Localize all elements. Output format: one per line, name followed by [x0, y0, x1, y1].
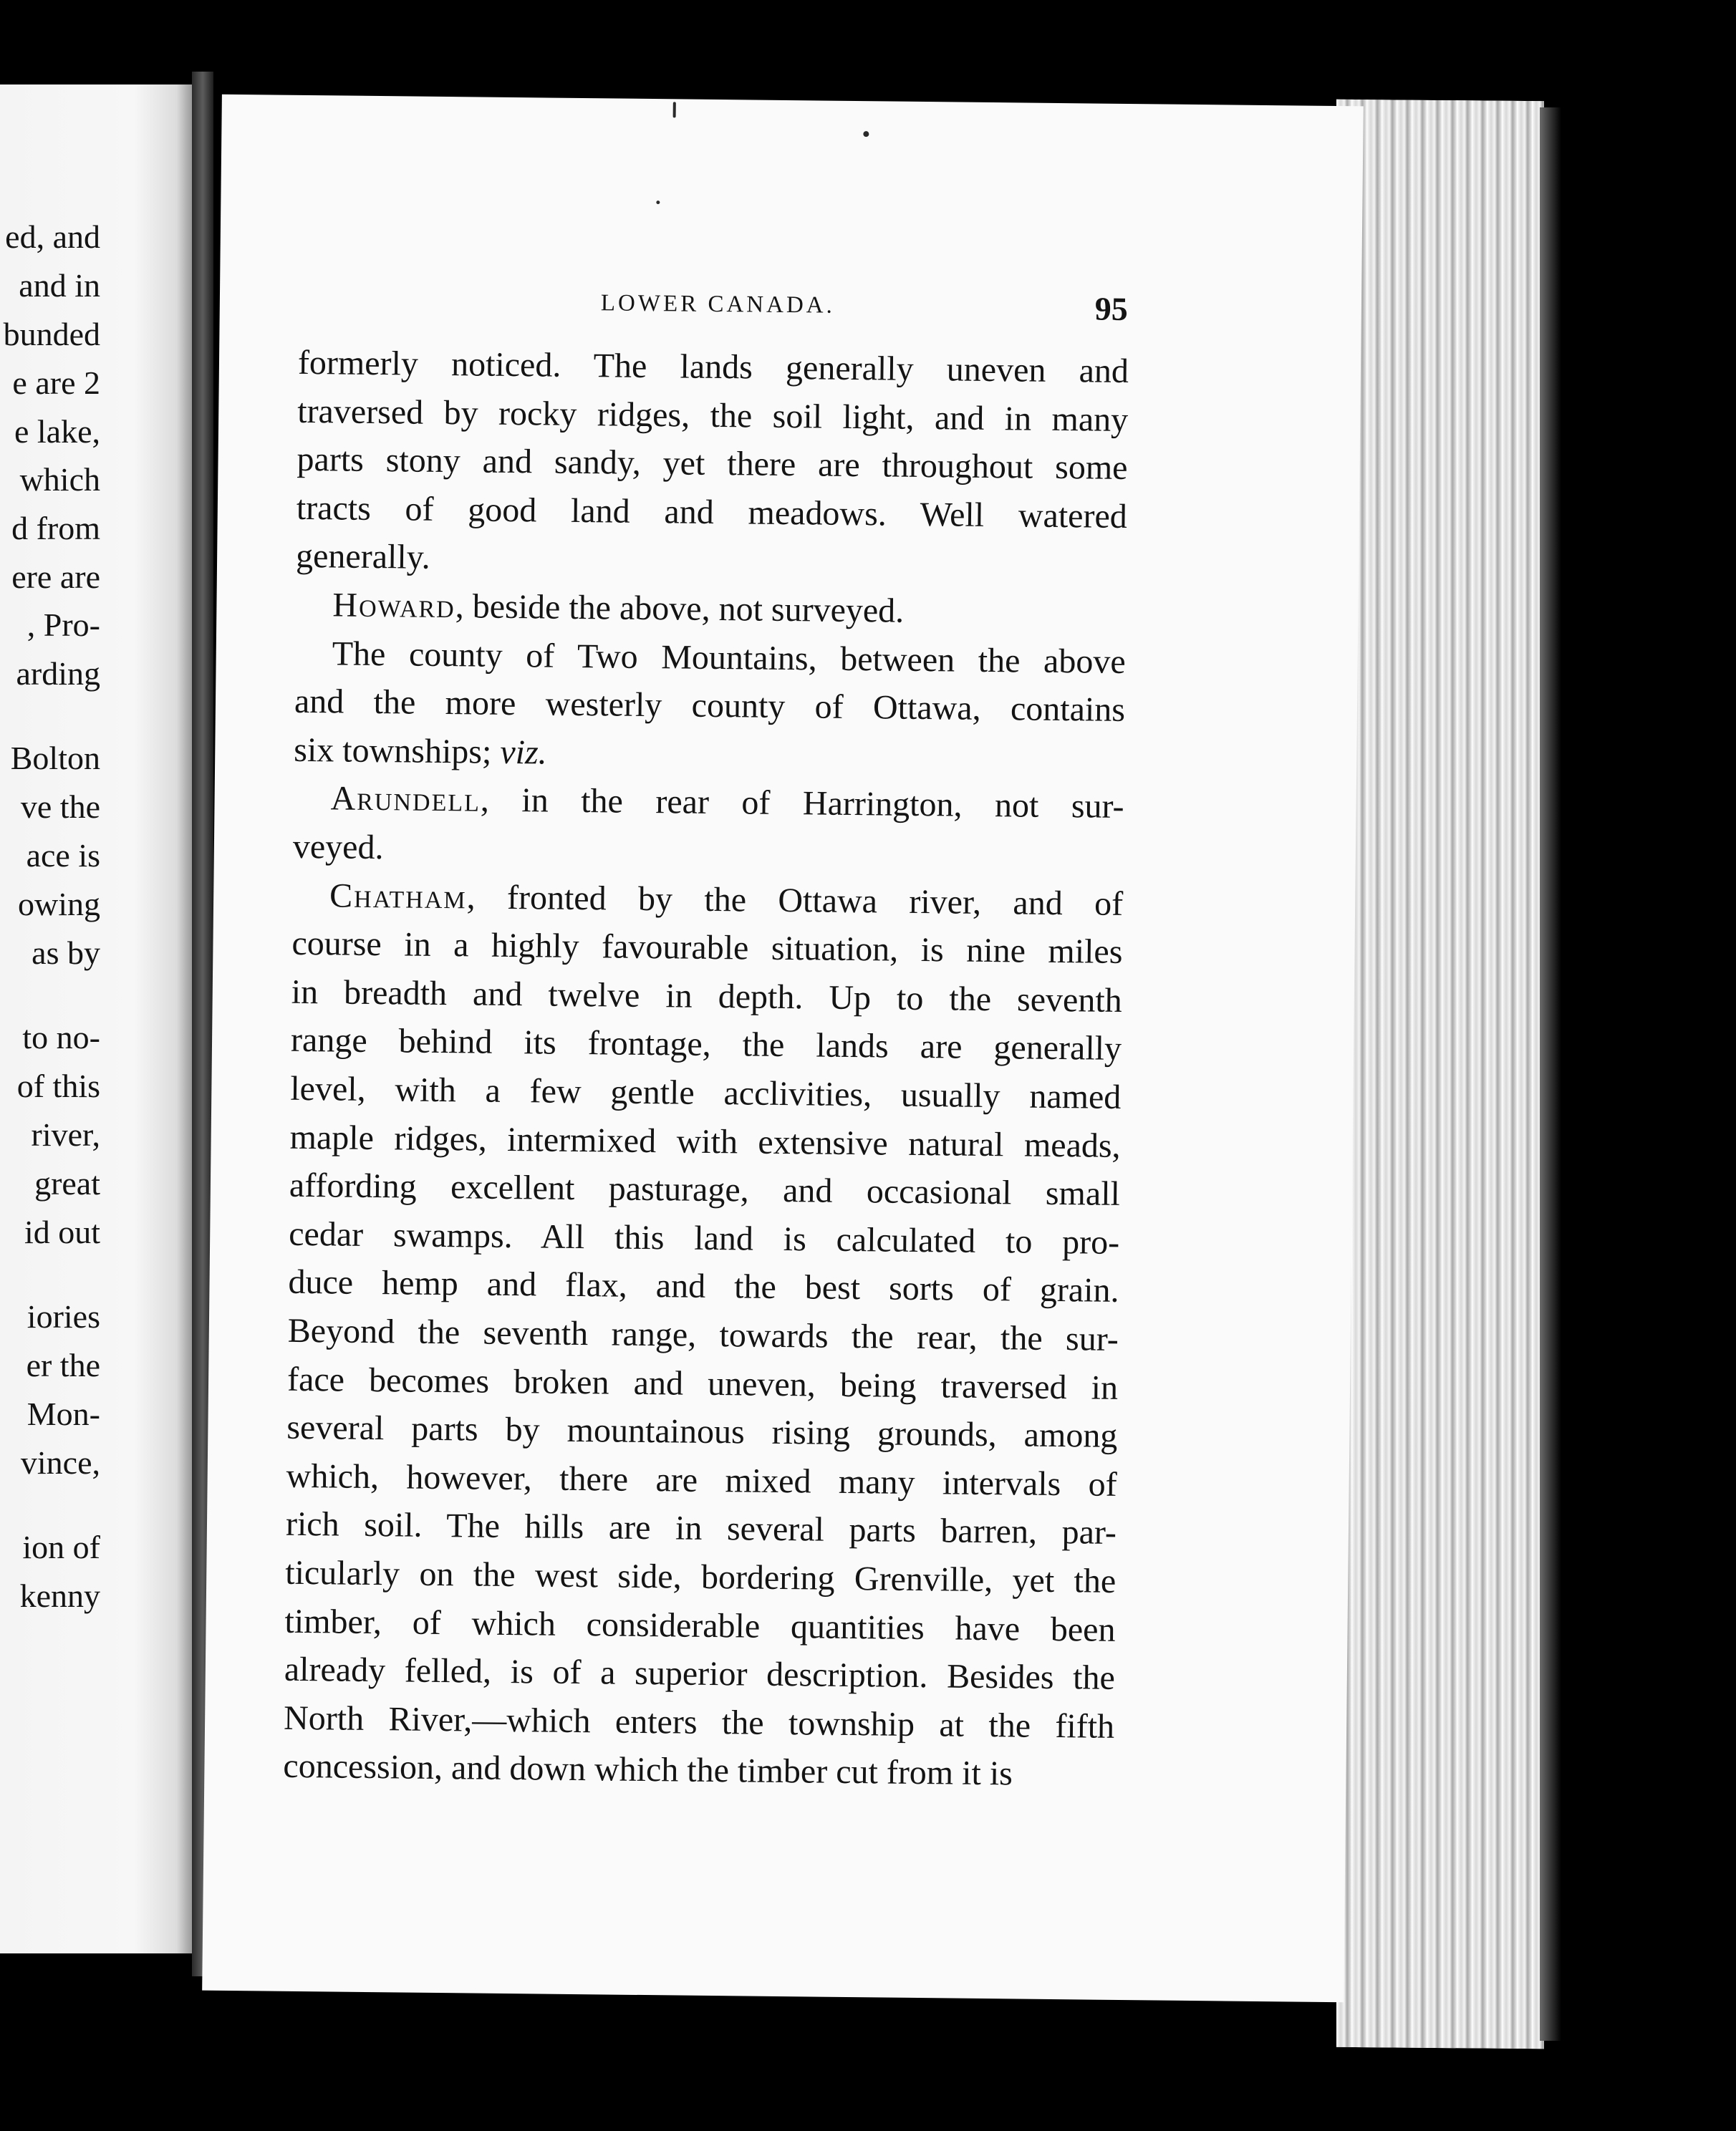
text-line: [296, 440, 1128, 487]
text-line: [294, 634, 1126, 681]
text-segment: course in a highly favourable situation, is nine miles: [291, 924, 1123, 971]
left-page-line: id out: [24, 1214, 100, 1250]
text-line: [284, 1602, 1116, 1649]
text-segment: cedar swamps. All this land is calculated to pro-: [288, 1214, 1120, 1262]
left-page-line: of this: [16, 1068, 100, 1104]
text-line: [289, 1166, 1121, 1213]
township-name: Howard: [332, 586, 456, 626]
text-segment: face becomes broken and uneven, being traversed in: [286, 1360, 1119, 1407]
text-segment: six townships;: [294, 730, 501, 771]
text-line: [293, 781, 1124, 824]
text-line: [297, 392, 1129, 440]
text-line: [285, 1553, 1117, 1600]
text-line: [291, 972, 1123, 1020]
text-line: [285, 1504, 1117, 1552]
left-page-line: ve the: [20, 788, 100, 825]
text-segment: timber, of which considerable quantities have been: [284, 1602, 1116, 1649]
left-page-line: Mon-: [26, 1396, 100, 1432]
left-page-line: to no-: [22, 1019, 100, 1055]
text-segment: in breadth and twelve in depth. Up to the seventh: [291, 972, 1123, 1020]
text-line: [286, 1360, 1119, 1407]
text-line: [295, 536, 1127, 582]
text-segment: traversed by rocky ridges, the soil light, and in many: [297, 392, 1129, 440]
text-line: [289, 1118, 1121, 1165]
text-segment: concession, and down which the timber cut from it is: [283, 1746, 1013, 1793]
page-edges-shadow: [1540, 107, 1561, 2041]
left-page-line: d from: [11, 510, 100, 546]
text-segment: already felled, is of a superior description. Besides the: [284, 1650, 1116, 1697]
township-name: Arundell: [330, 779, 481, 819]
text-line: [292, 876, 1124, 923]
ink-speck: [863, 131, 869, 137]
text-segment: duce hemp and flax, and the best sorts of grain.: [288, 1262, 1119, 1310]
text-segment: several parts by mountainous rising grounds, among: [286, 1408, 1118, 1455]
left-page-line: great: [34, 1165, 100, 1202]
left-page-line: vince,: [20, 1444, 100, 1481]
left-page-line: which: [19, 461, 100, 498]
text-segment: which, however, there are mixed many intervals of: [286, 1456, 1117, 1504]
text-line: [294, 682, 1126, 729]
text-line: [295, 588, 1126, 631]
page-edges: [1336, 100, 1544, 2049]
left-page-line: e are 2: [12, 364, 100, 401]
italic-text: viz.: [500, 733, 547, 772]
township-name: Chatham: [329, 876, 467, 917]
left-page-line: e lake,: [14, 413, 100, 450]
text-segment: , beside the above, not surveyed.: [455, 587, 905, 630]
text-segment: , in the rear of Harrington, not sur-: [480, 781, 1124, 826]
text-segment: , fronted by the Ottawa river, and of: [466, 878, 1124, 923]
ink-speck: [673, 102, 676, 117]
text-line: [283, 1746, 1114, 1793]
text-line: [286, 1456, 1117, 1504]
left-page-line: as by: [32, 934, 100, 971]
text-line: [297, 343, 1129, 391]
page-number: 95: [1094, 290, 1129, 327]
left-page-line: arding: [16, 655, 100, 692]
text-line: [288, 1262, 1119, 1310]
text-segment: Beyond the seventh range, towards the rear, the sur-: [287, 1311, 1119, 1358]
text-line: [296, 488, 1128, 536]
text-line: [287, 1311, 1119, 1358]
text-line: [284, 1650, 1116, 1697]
left-page-line: ere are: [11, 559, 100, 595]
text-segment: formerly noticed. The lands generally uneven and: [297, 343, 1129, 391]
text-segment: range behind its frontage, the lands are generally: [290, 1020, 1122, 1068]
text-segment: The county of Two Mountains, between the above: [332, 634, 1126, 681]
text-segment: level, with a few gentle acclivities, usually named: [290, 1069, 1122, 1116]
left-page-line: er the: [26, 1347, 100, 1383]
text-line: [291, 924, 1123, 971]
left-page-line: and in: [19, 267, 100, 304]
text-segment: North River,—which enters the township at the fifth: [283, 1698, 1115, 1746]
text-segment: maple ridges, intermixed with extensive natural meads,: [289, 1118, 1121, 1165]
ink-speck: [656, 200, 660, 204]
body-text: [283, 343, 1129, 1793]
text-line: [286, 1408, 1118, 1455]
text-segment: rich soil. The hills are in several parts barren, par-: [285, 1504, 1117, 1552]
text-line: [288, 1214, 1120, 1262]
text-segment: ticularly on the west side, bordering Grenville, yet the: [285, 1553, 1117, 1600]
left-page-line: river,: [31, 1116, 100, 1153]
text-segment: affording excellent pasturage, and occasional small: [289, 1166, 1121, 1213]
running-head: [219, 286, 1361, 342]
left-page-line: Bolton: [10, 740, 100, 776]
left-page-line: bunded: [3, 316, 100, 352]
running-head-title: LOWER CANADA.: [600, 290, 836, 319]
left-page-line: , Pro-: [26, 607, 100, 643]
left-page-line: ace is: [26, 837, 100, 874]
right-page: [202, 95, 1364, 2003]
left-page-line: iories: [26, 1298, 100, 1335]
text-line: [290, 1020, 1122, 1068]
text-line: [290, 1069, 1122, 1116]
left-page-line: owing: [18, 886, 100, 922]
text-segment: tracts of good land and meadows. Well watered: [296, 488, 1128, 536]
text-segment: parts stony and sandy, yet there are throughout some: [296, 440, 1128, 487]
text-segment: generally.: [295, 536, 430, 576]
text-segment: veyed.: [292, 827, 384, 867]
left-page-line: ed, and: [5, 218, 100, 255]
left-page-line: kenny: [19, 1577, 100, 1614]
text-line: [292, 827, 1124, 873]
text-line: [294, 730, 1124, 776]
text-line: [283, 1698, 1115, 1746]
left-page: [0, 84, 192, 1953]
left-page-line: ion of: [22, 1529, 100, 1565]
text-segment: and the more westerly county of Ottawa, contains: [294, 682, 1126, 729]
